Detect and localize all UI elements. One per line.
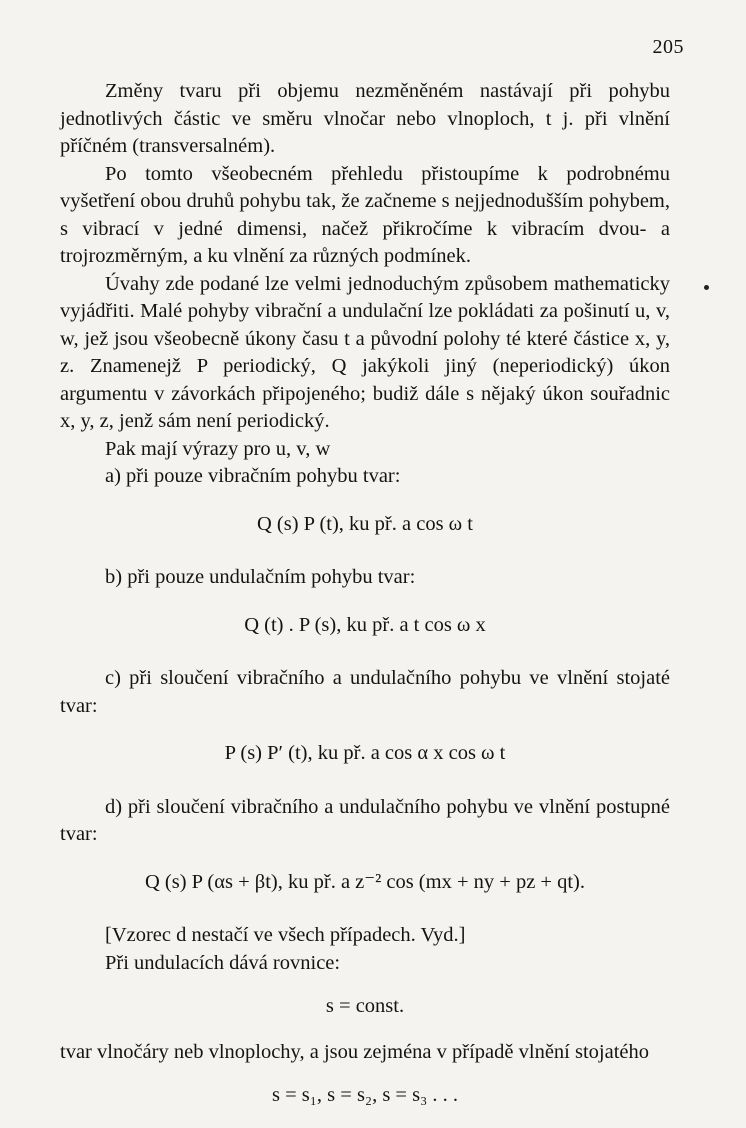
formula-c: P (s) P′ (t), ku př. a cos α x cos ω t xyxy=(224,742,506,764)
ink-speck xyxy=(704,285,709,290)
formula-a: Q (s) P (t), ku př. a cos ω t xyxy=(257,512,473,535)
equation-list: s = s₁, s = s₂, s = s₃ . . . xyxy=(272,1084,458,1106)
paragraph-undulation: Při undulacích dává rovnice: xyxy=(105,951,341,974)
paragraph-math: Úvahy zde podané lze velmi jednoduchým způsobem mathematicky vyjádřiti. Malé pohyby vibrační a undulační lze pokládati za pošinutí u, v, w, jež jsou všeobecně úkony času t a původní polohy té které částice x, y, z. Znamenejž P periodický, Q jakýkoli jiný (neperiodický) úkon argumentu v závorkách připojeného; budiž dále s nějaký úkon souřadnic x, y, z, jenž sám není periodický. xyxy=(60,272,670,432)
item-a-label: a) při pouze vibračním pohybu tvar: xyxy=(105,465,401,487)
item-d-label: d) při sloučení vibračního a undulačního pohybu ve vlnění postupné tvar: xyxy=(60,795,670,845)
text-column xyxy=(60,78,670,1128)
page-number: 205 xyxy=(652,36,684,58)
paragraph-wave-shape: tvar vlnočáry neb vlnoplochy, a jsou zejména v případě vlnění stojatého xyxy=(60,1040,650,1063)
paragraph-overview: Po tomto všeobecném přehledu přistoupíme k podrobnému vyšetření obou druhů pohybu tak, že začneme s nejjednodušším pohybem, s vibrací v jedné dimensi, načež přikročíme k vibracím dvou- a trojrozměrným, a ku vlnění za různých podmínek. xyxy=(60,162,670,267)
paragraph-expressions: Pak mají výrazy pro u, v, w xyxy=(105,437,331,460)
item-b-label: b) při pouze undulačním pohybu tvar: xyxy=(105,566,416,588)
formula-d: Q (s) P (αs + βt), ku př. a z⁻² cos (mx + ny + pz + qt). xyxy=(144,870,586,893)
formula-b: Q (t) . P (s), ku př. a t cos ω x xyxy=(244,613,486,636)
paragraph-transverse: Změny tvaru při objemu nezměněném nastávají při pohybu jednotlivých částic ve směru vlnočar nebo vlnoploch, t j. při vlnění příčném (transversalném). xyxy=(60,80,670,157)
item-c-label: c) při sloučení vibračního a undulačního pohybu ve vlnění stojaté tvar: xyxy=(60,667,670,717)
equation-const: s = const. xyxy=(325,995,405,1017)
editor-note: [Vzorec d nestačí ve všech případech. Vyd.] xyxy=(105,924,466,946)
